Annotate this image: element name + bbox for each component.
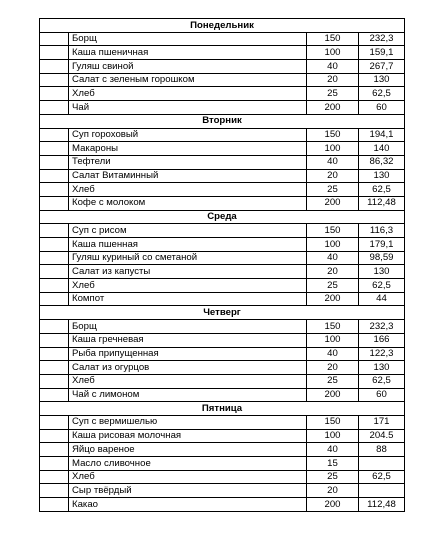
row-index-cell <box>40 443 69 457</box>
calories: 44 <box>359 292 405 306</box>
table-row <box>40 265 405 279</box>
portion-grams: 40 <box>307 347 359 361</box>
row-index-cell <box>40 169 69 183</box>
row-index-cell <box>40 498 69 512</box>
portion-grams: 40 <box>307 155 359 169</box>
portion-grams: 25 <box>307 183 359 197</box>
table-row <box>40 470 405 484</box>
dish-name: Суп с рисом <box>69 224 307 238</box>
calories: 171 <box>359 415 405 429</box>
dish-name: Каша гречневая <box>69 333 307 347</box>
portion-grams: 150 <box>307 224 359 238</box>
table-row <box>40 361 405 375</box>
calories: 204.5 <box>359 429 405 443</box>
calories: 267,7 <box>359 60 405 74</box>
portion-grams: 25 <box>307 279 359 293</box>
row-index-cell <box>40 279 69 293</box>
dish-name: Хлеб <box>69 183 307 197</box>
row-index-cell <box>40 224 69 238</box>
day-header-row <box>40 306 405 320</box>
day-name: Понедельник <box>40 19 405 33</box>
row-index-cell <box>40 347 69 361</box>
portion-grams: 150 <box>307 128 359 142</box>
row-index-cell <box>40 196 69 210</box>
calories: 62,5 <box>359 279 405 293</box>
row-index-cell <box>40 128 69 142</box>
calories: 112,48 <box>359 196 405 210</box>
portion-grams: 100 <box>307 429 359 443</box>
portion-grams: 100 <box>307 333 359 347</box>
table-row <box>40 238 405 252</box>
portion-grams: 25 <box>307 87 359 101</box>
table-row <box>40 183 405 197</box>
dish-name: Хлеб <box>69 279 307 293</box>
row-index-cell <box>40 142 69 156</box>
portion-grams: 150 <box>307 32 359 46</box>
portion-grams: 150 <box>307 320 359 334</box>
calories: 62,5 <box>359 374 405 388</box>
day-name: Вторник <box>40 114 405 128</box>
dish-name: Кофе с молоком <box>69 196 307 210</box>
dish-name: Какао <box>69 498 307 512</box>
calories: 194,1 <box>359 128 405 142</box>
table-row <box>40 73 405 87</box>
table-row <box>40 224 405 238</box>
portion-grams: 20 <box>307 484 359 498</box>
table-row <box>40 498 405 512</box>
row-index-cell <box>40 32 69 46</box>
table-row <box>40 101 405 115</box>
dish-name: Тефтели <box>69 155 307 169</box>
table-row <box>40 46 405 60</box>
day-name: Четверг <box>40 306 405 320</box>
calories: 130 <box>359 265 405 279</box>
portion-grams: 40 <box>307 251 359 265</box>
day-header-row <box>40 114 405 128</box>
row-index-cell <box>40 292 69 306</box>
row-index-cell <box>40 333 69 347</box>
dish-name: Борщ <box>69 32 307 46</box>
table-row <box>40 292 405 306</box>
portion-grams: 100 <box>307 142 359 156</box>
dish-name: Чай с лимоном <box>69 388 307 402</box>
table-row <box>40 196 405 210</box>
row-index-cell <box>40 484 69 498</box>
row-index-cell <box>40 73 69 87</box>
row-index-cell <box>40 155 69 169</box>
calories: 112,48 <box>359 498 405 512</box>
calories: 62,5 <box>359 87 405 101</box>
day-name: Пятница <box>40 402 405 416</box>
row-index-cell <box>40 429 69 443</box>
table-row <box>40 484 405 498</box>
day-name: Среда <box>40 210 405 224</box>
portion-grams: 200 <box>307 101 359 115</box>
calories: 88 <box>359 443 405 457</box>
row-index-cell <box>40 457 69 471</box>
dish-name: Чай <box>69 101 307 115</box>
table-row <box>40 251 405 265</box>
dish-name: Макароны <box>69 142 307 156</box>
table-row <box>40 347 405 361</box>
dish-name: Рыба припущенная <box>69 347 307 361</box>
dish-name: Гуляш свиной <box>69 60 307 74</box>
dish-name: Каша рисовая молочная <box>69 429 307 443</box>
dish-name: Гуляш куриный со сметаной <box>69 251 307 265</box>
calories <box>359 484 405 498</box>
table-row <box>40 443 405 457</box>
table-row <box>40 87 405 101</box>
table-row <box>40 374 405 388</box>
dish-name: Каша пшеничная <box>69 46 307 60</box>
calories: 130 <box>359 169 405 183</box>
portion-grams: 200 <box>307 196 359 210</box>
row-index-cell <box>40 265 69 279</box>
calories <box>359 457 405 471</box>
portion-grams: 200 <box>307 498 359 512</box>
dish-name: Масло сливочное <box>69 457 307 471</box>
table-row <box>40 60 405 74</box>
row-index-cell <box>40 251 69 265</box>
portion-grams: 25 <box>307 470 359 484</box>
portion-grams: 150 <box>307 415 359 429</box>
portion-grams: 100 <box>307 46 359 60</box>
row-index-cell <box>40 60 69 74</box>
table-row <box>40 429 405 443</box>
calories: 62,5 <box>359 470 405 484</box>
table-row <box>40 333 405 347</box>
portion-grams: 40 <box>307 60 359 74</box>
table-row <box>40 32 405 46</box>
calories: 98,59 <box>359 251 405 265</box>
dish-name: Салат с зеленым горошком <box>69 73 307 87</box>
table-row <box>40 320 405 334</box>
day-header-row <box>40 19 405 33</box>
dish-name: Хлеб <box>69 470 307 484</box>
calories: 130 <box>359 361 405 375</box>
day-header-row <box>40 210 405 224</box>
table-row <box>40 457 405 471</box>
calories: 60 <box>359 101 405 115</box>
table-row <box>40 388 405 402</box>
row-index-cell <box>40 388 69 402</box>
row-index-cell <box>40 320 69 334</box>
dish-name: Каша пшенная <box>69 238 307 252</box>
dish-name: Суп с вермишелью <box>69 415 307 429</box>
row-index-cell <box>40 361 69 375</box>
calories: 122,3 <box>359 347 405 361</box>
row-index-cell <box>40 46 69 60</box>
dish-name: Салат из капусты <box>69 265 307 279</box>
dish-name: Хлеб <box>69 374 307 388</box>
portion-grams: 20 <box>307 265 359 279</box>
row-index-cell <box>40 470 69 484</box>
table-row <box>40 155 405 169</box>
table-row <box>40 128 405 142</box>
portion-grams: 200 <box>307 388 359 402</box>
dish-name: Сыр твёрдый <box>69 484 307 498</box>
row-index-cell <box>40 415 69 429</box>
calories: 62,5 <box>359 183 405 197</box>
row-index-cell <box>40 238 69 252</box>
calories: 116,3 <box>359 224 405 238</box>
portion-grams: 20 <box>307 169 359 183</box>
row-index-cell <box>40 101 69 115</box>
table-row <box>40 142 405 156</box>
table-row <box>40 415 405 429</box>
row-index-cell <box>40 183 69 197</box>
dish-name: Яйцо вареное <box>69 443 307 457</box>
portion-grams: 20 <box>307 73 359 87</box>
portion-grams: 25 <box>307 374 359 388</box>
dish-name: Хлеб <box>69 87 307 101</box>
portion-grams: 40 <box>307 443 359 457</box>
dish-name: Салат Витаминный <box>69 169 307 183</box>
table-row <box>40 169 405 183</box>
portion-grams: 200 <box>307 292 359 306</box>
dish-name: Суп гороховый <box>69 128 307 142</box>
table-row <box>40 279 405 293</box>
row-index-cell <box>40 87 69 101</box>
calories: 86,32 <box>359 155 405 169</box>
calories: 159,1 <box>359 46 405 60</box>
calories: 130 <box>359 73 405 87</box>
portion-grams: 15 <box>307 457 359 471</box>
dish-name: Салат из огурцов <box>69 361 307 375</box>
calories: 60 <box>359 388 405 402</box>
calories: 232,3 <box>359 320 405 334</box>
weekly-menu-table <box>39 18 405 512</box>
portion-grams: 100 <box>307 238 359 252</box>
dish-name: Борщ <box>69 320 307 334</box>
portion-grams: 20 <box>307 361 359 375</box>
dish-name: Компот <box>69 292 307 306</box>
calories: 166 <box>359 333 405 347</box>
row-index-cell <box>40 374 69 388</box>
calories: 179,1 <box>359 238 405 252</box>
menu-table-body <box>40 19 405 512</box>
calories: 140 <box>359 142 405 156</box>
calories: 232,3 <box>359 32 405 46</box>
day-header-row <box>40 402 405 416</box>
